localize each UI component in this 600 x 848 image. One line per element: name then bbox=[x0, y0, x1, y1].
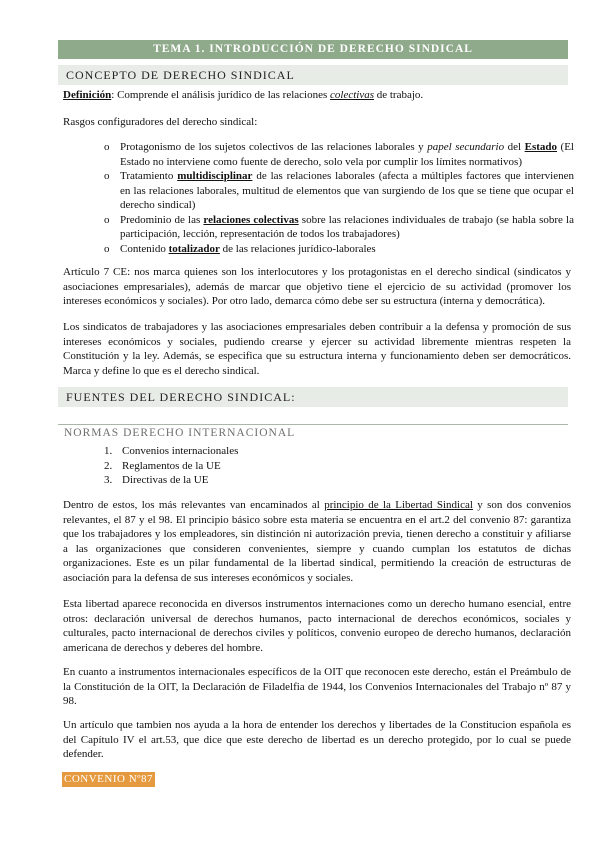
list-item: o Predominio de las relaciones colectivas sobre las relaciones individuales de trabajo (se habla sobre la participación, lección, representación de todos los trabajadores) bbox=[104, 213, 574, 240]
convenio-87-tag: CONVENIO Nº87 bbox=[64, 773, 154, 785]
list-item: o Tratamiento multidisciplinar de las relaciones laborales (afecta a múltiples factores que intervienen en las relaciones laborales, multitud de elementos que van surgiendo de los que se tiene que ocupar el derecho sindical) bbox=[104, 170, 574, 211]
oit-paragraph: En cuanto a instrumentos internacionales específicos de la OIT que reconocen este derecho, están el Preámbulo de la Constitución de la OIT, la Declaración de Filadelfia de 1944, los Convenios Internacionales del Trabajo nº 87 y 98. bbox=[63, 666, 571, 707]
list-item: 3. Directivas de la UE bbox=[104, 474, 209, 486]
definition-paragraph bbox=[63, 88, 571, 103]
articulo-7-paragraph: Artículo 7 CE: nos marca quienes son los interlocutores y los protagonistas en el derecho sindical (sindicatos y asociaciones empresariales), además de marcar que objetivo tiene el ejercicio de su actividad (promover los intereses económicos y sociales). Por otro lado, demarca cómo debe ser su estructura (interna y democrática). bbox=[63, 266, 571, 307]
section-heading-concepto: CONCEPTO DE DERECHO SINDICAL bbox=[58, 65, 568, 85]
chapter-banner: TEMA 1. INTRODUCCIÓN DE DERECHO SINDICAL bbox=[58, 40, 568, 59]
instrumentos-paragraph: Esta libertad aparece reconocida en diversos instrumentos internaciones como un derecho humano esencial, entre otros: declaración universal de derechos humanos, pacto internacional de derechos económicos, sociales y culturales, pacto internacional de derechos civiles y políticos, convenio europeo de derecho humanos, declaración americana de derechos y deberes del hombre. bbox=[63, 598, 571, 654]
libertad-sindical-underlined: principio de la Libertad Sindical bbox=[324, 499, 473, 511]
subheading-normas-internacional: NORMAS DERECHO INTERNACIONAL bbox=[58, 424, 568, 440]
list-item: o Protagonismo de los sujetos colectivos de las relaciones laborales y papel secundario del Estado (El Estado no interviene como fuente de derecho, solo vela por cumplir los límites normativos) bbox=[104, 141, 574, 168]
definition-text-end: de trabajo. bbox=[373, 89, 424, 101]
libertad-sindical-paragraph: Dentro de estos, los más relevantes van encaminados al principio de la Libertad Sindical y son dos convenios relevantes, el 87 y el 98. El principio básico sobre esta materia se encuentra en el art.2 del convenio 87: garantiza que los trabajadores y los empleadores, sin distinción ni autorización previa, tienen derecho a constituir y afiliarse a las organizaciones que consideren convenientes, siempre y cuando cumplan los estatutos de dichas organizaciones. Este es un pilar fundamental de la libertad sindical, permitiendo la creación de estructuras de asociación para la defensa de sus intereses económicos y sociales. bbox=[63, 499, 571, 584]
rasgos-list bbox=[104, 140, 574, 256]
definition-emphasis: colectivas bbox=[330, 89, 374, 101]
definition-text: : Comprende el análisis jurídico de las relaciones bbox=[111, 89, 330, 101]
list-item: 2. Reglamentos de la UE bbox=[104, 459, 221, 472]
rasgos-intro: Rasgos configuradores del derecho sindical: bbox=[63, 116, 258, 128]
sindicatos-paragraph: Los sindicatos de trabajadores y las asociaciones empresariales deben contribuir a la defensa y promoción de sus intereses económicos y sociales, pudiendo crearse y ejercer su actividad libremente mientras respeten la Constitución y la ley. Además, se especifica que su estructura interna y funcionamiento deben ser democráticos. Marca y define lo que es el derecho sindical. bbox=[63, 321, 571, 377]
section-heading-fuentes: FUENTES DEL DERECHO SINDICAL: bbox=[58, 387, 568, 407]
list-item: o Contenido totalizador de las relaciones jurídico-laborales bbox=[104, 242, 376, 255]
fuentes-numbered-list bbox=[104, 444, 404, 488]
definition-label: Definición bbox=[63, 89, 112, 101]
list-item: 1. Convenios internacionales bbox=[104, 445, 239, 457]
articulo-53-paragraph: Un artículo que tambien nos ayuda a la hora de entender los derechos y libertades de la Constitucion española es del Capítulo IV el art.53, que dice que este derecho de libertad es un derecho protegido, por lo cual se puede defender. bbox=[63, 719, 571, 760]
